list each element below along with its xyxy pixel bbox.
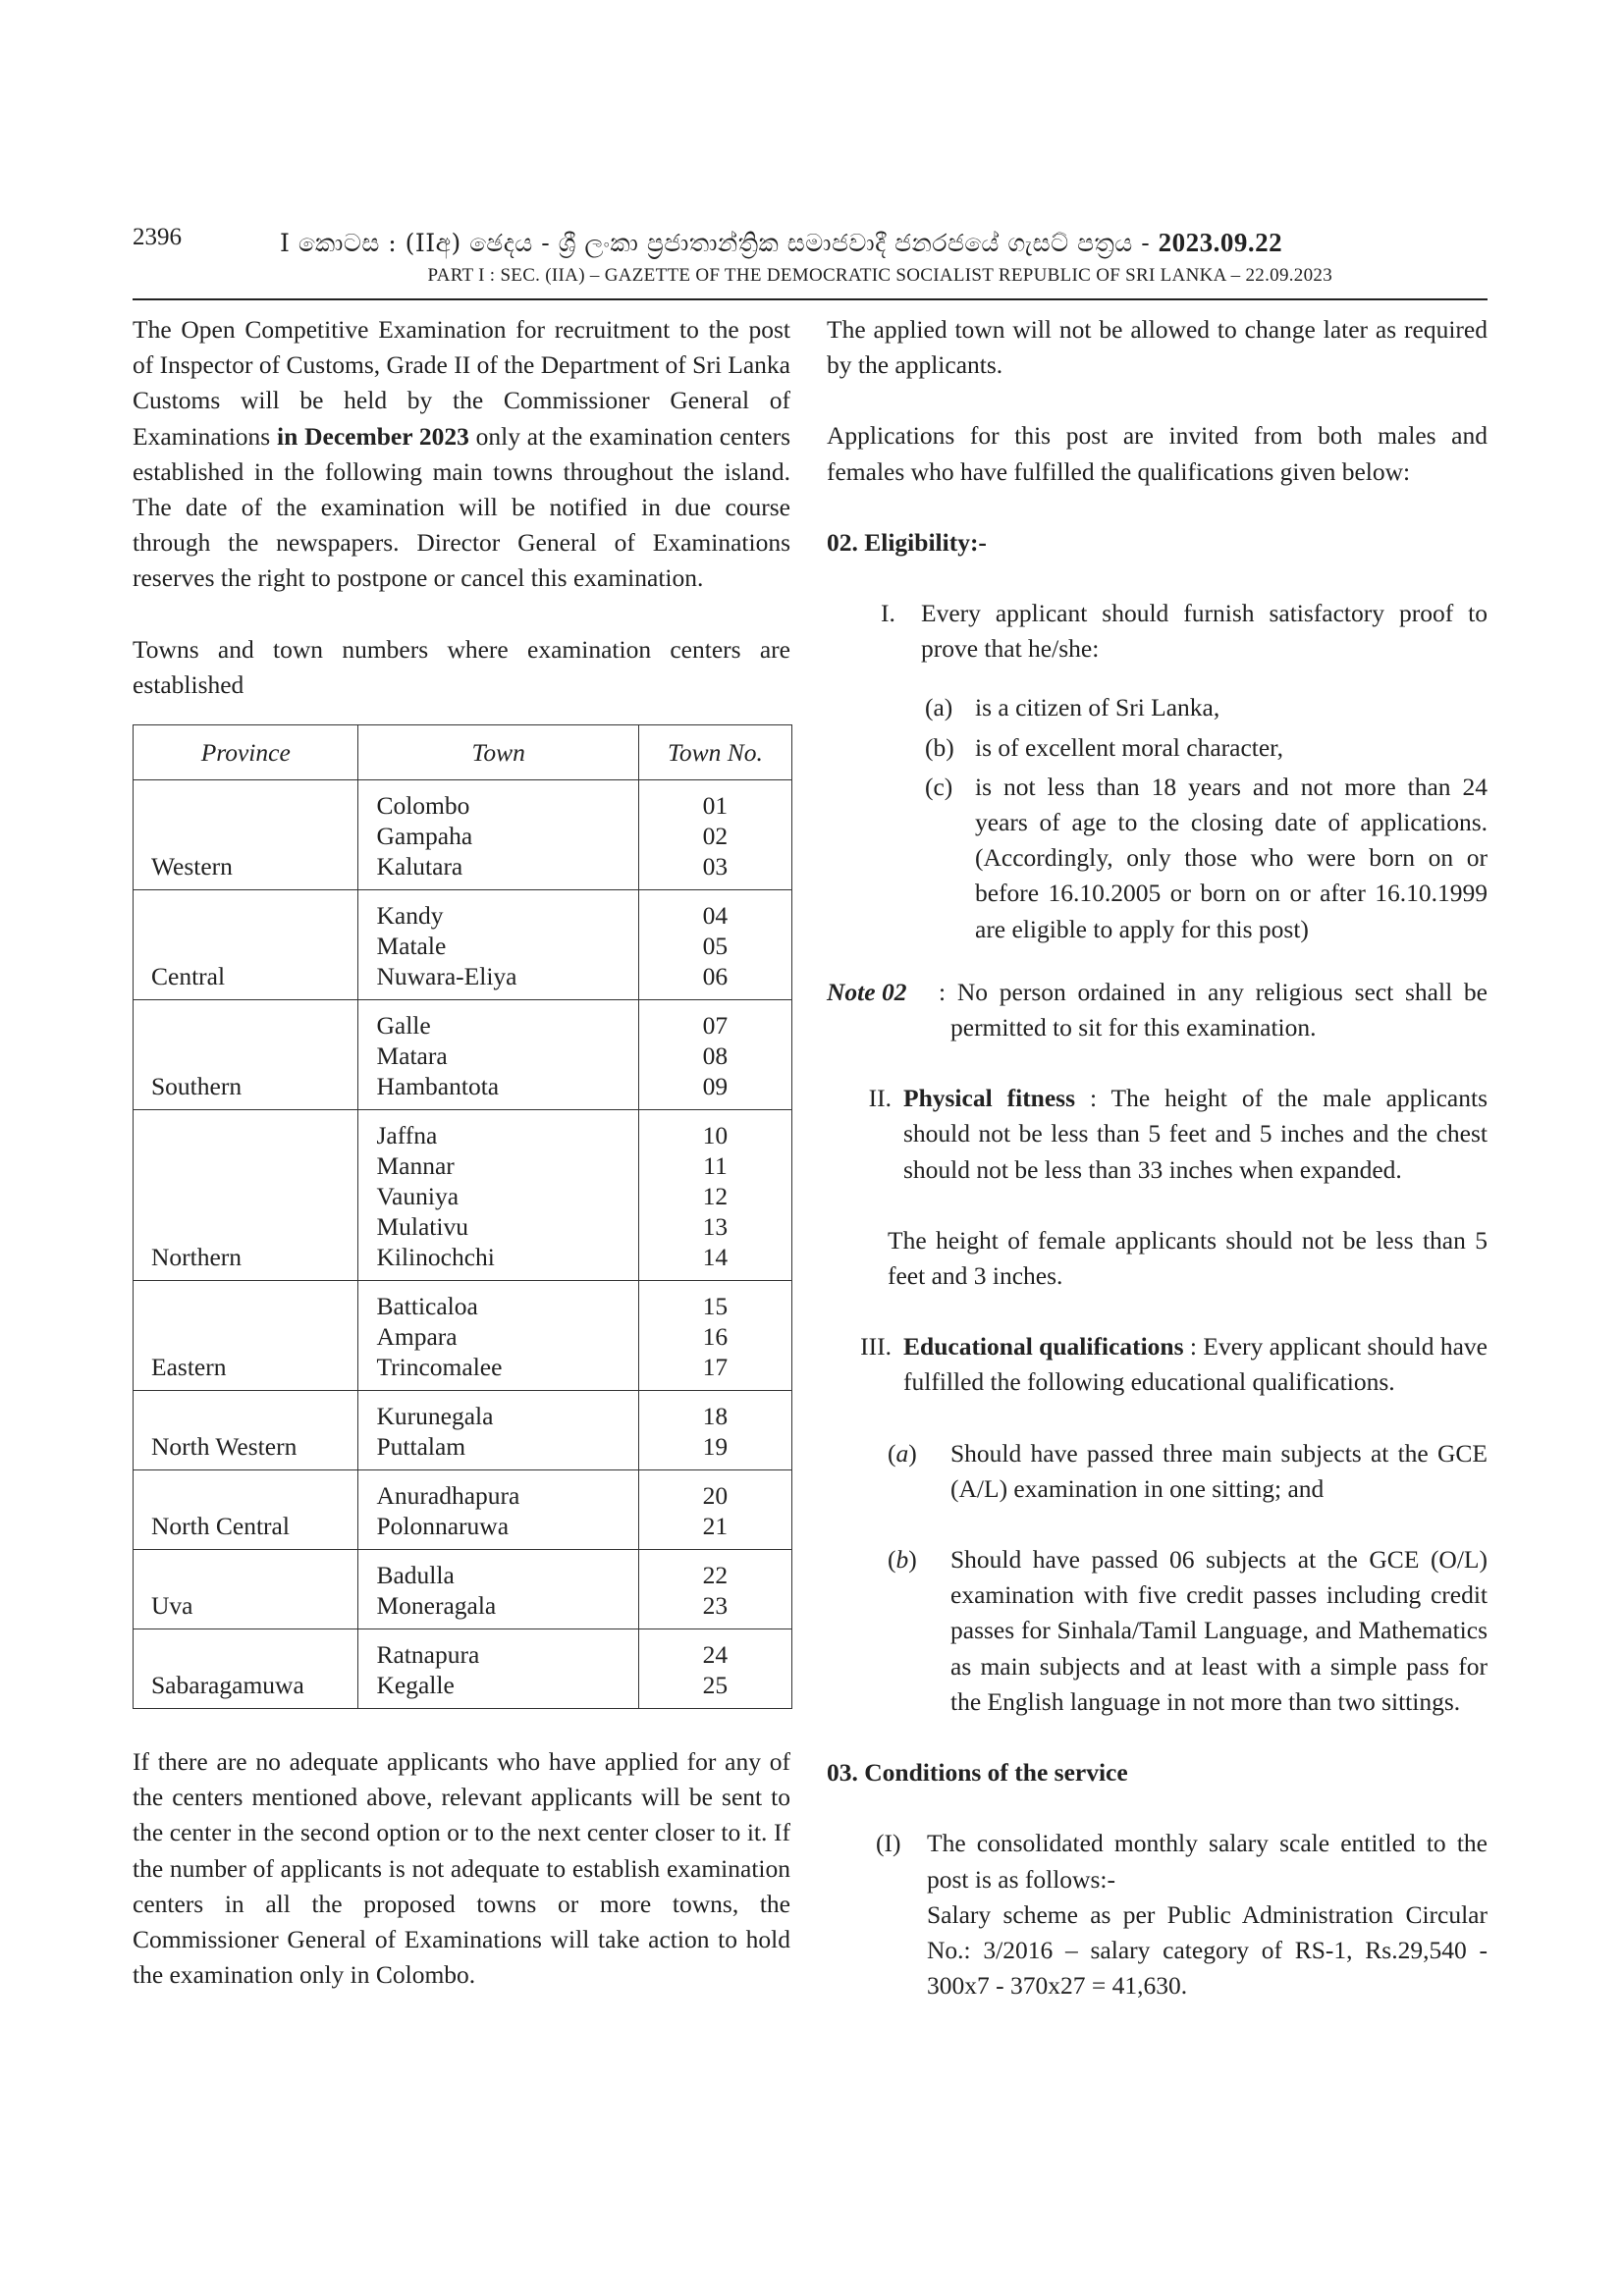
town-name: Hambantota xyxy=(376,1072,500,1101)
town-number: 24 xyxy=(702,1640,729,1670)
town-number: 03 xyxy=(702,852,729,881)
list-item xyxy=(888,1436,1488,1507)
towns-intro: Towns and town numbers where examination centers are established xyxy=(133,634,790,699)
towns-cell xyxy=(358,1391,638,1470)
town-numbers-cell xyxy=(638,1391,791,1470)
table-header-row xyxy=(134,725,792,780)
invite-paragraph: Applications for this post are invited from both males and females who have fulfilled the qualifications given below: xyxy=(827,421,1488,486)
town-number: 11 xyxy=(703,1151,728,1181)
item-text: is of excellent moral character, xyxy=(975,732,1284,762)
item-text xyxy=(903,1081,1488,1188)
town-number: 02 xyxy=(702,822,729,851)
towns-cell xyxy=(358,1110,638,1281)
item-label: III. xyxy=(860,1332,892,1362)
town-name: Moneragala xyxy=(376,1591,497,1621)
note-text: : No person ordained in any religious sect shall be permitted to sit for this examination. xyxy=(939,977,1488,1042)
province-cell: North Central xyxy=(134,1470,358,1550)
town-number: 16 xyxy=(702,1322,729,1352)
table-row xyxy=(134,1470,792,1550)
town-number: 20 xyxy=(702,1481,729,1511)
physical-fitness-title: Physical fitness xyxy=(903,1084,1076,1113)
town-name: Gampaha xyxy=(376,822,473,851)
item-label: (c) xyxy=(925,772,953,801)
town-number: 15 xyxy=(702,1292,729,1321)
town-numbers-cell xyxy=(638,1470,791,1550)
town-number: 25 xyxy=(702,1671,729,1700)
town-name: Kilinochchi xyxy=(376,1243,495,1272)
right-column xyxy=(827,312,1488,2003)
list-item xyxy=(925,690,1488,725)
page-number: 2396 xyxy=(133,224,182,250)
town-name: Kegalle xyxy=(376,1671,455,1700)
item-label: (b) xyxy=(888,1545,917,1575)
town-number: 10 xyxy=(702,1121,729,1150)
town-name: Matara xyxy=(376,1041,448,1071)
town-name: Nuwara-Eliya xyxy=(376,962,517,991)
female-height-paragraph: The height of female applicants should not be less than 5 feet and 3 inches. xyxy=(888,1225,1488,1291)
item-text: is not less than 18 years and not more than 24 years of age to the closing date of applications. (Accordingly, only those who were born on or before 16.10.2005 or born on or after 16.10.1999 are eligible to apply for this post) xyxy=(975,772,1488,943)
list-item xyxy=(925,730,1488,766)
towns-table xyxy=(133,724,792,1709)
eligibility-subitems xyxy=(827,690,1488,946)
town-name: Mannar xyxy=(376,1151,455,1181)
towns-cell xyxy=(358,1629,638,1709)
town-number: 21 xyxy=(702,1512,729,1541)
salary-intro: The consolidated monthly salary scale entitled to the post is as follows:- xyxy=(927,1829,1488,1894)
physical-fitness-item xyxy=(827,1081,1488,1188)
towns-cell xyxy=(358,1470,638,1550)
town-number: 23 xyxy=(702,1591,729,1621)
gazette-header-english: PART I : SEC. (IIA) – GAZETTE OF THE DEMOCRATIC SOCIALIST REPUBLIC OF SRI LANKA – 22.09.2023 xyxy=(427,265,1332,286)
item-letter: b xyxy=(895,1545,909,1575)
town-number: 06 xyxy=(702,962,729,991)
header-province: Province xyxy=(134,725,358,780)
header-town-number: Town No. xyxy=(638,725,791,780)
town-number: 13 xyxy=(702,1212,729,1242)
salary-scheme: Salary scheme as per Public Administration Circular No.: 3/2016 – salary category of RS-1, Rs.29,540 - 300x7 - 370x27 = 41,630. xyxy=(927,1899,1488,2001)
town-number: 04 xyxy=(702,901,729,931)
item-text: Should have passed 06 subjects at the GCE (O/L) examination with five credit passes including credit passes for Sinhala/Tamil Language, and Mathematics as main subjects and at least with a simple pass for the English language in not more than two sittings. xyxy=(950,1545,1488,1716)
item-label: (a) xyxy=(888,1438,917,1468)
item-text: Should have passed three main subjects at the GCE (A/L) examination in one sitting; and xyxy=(950,1438,1488,1503)
town-name: Batticaloa xyxy=(376,1292,478,1321)
town-numbers-cell xyxy=(638,1000,791,1110)
town-numbers-cell xyxy=(638,890,791,1000)
town-numbers-cell xyxy=(638,1629,791,1709)
province-cell: North Western xyxy=(134,1391,358,1470)
towns-table-body xyxy=(134,780,792,1709)
gazette-header-sinhala xyxy=(280,228,1350,258)
towns-cell xyxy=(358,1281,638,1391)
town-name: Kurunegala xyxy=(376,1402,494,1431)
item-label: (a) xyxy=(925,693,953,722)
town-name: Ratnapura xyxy=(376,1640,480,1670)
table-row xyxy=(134,780,792,890)
item-label: (I) xyxy=(876,1829,901,1858)
header-town: Town xyxy=(358,725,638,780)
town-name: Jaffna xyxy=(376,1121,438,1150)
table-row xyxy=(134,1550,792,1629)
province-cell: Central xyxy=(134,890,358,1000)
town-name: Polonnaruwa xyxy=(376,1512,510,1541)
town-number: 17 xyxy=(702,1353,729,1382)
town-number: 09 xyxy=(702,1072,729,1101)
town-name: Vauniya xyxy=(376,1182,460,1211)
province-cell: Uva xyxy=(134,1550,358,1629)
note-02 xyxy=(827,975,1488,1045)
item-letter: a xyxy=(895,1438,909,1468)
town-name: Trincomalee xyxy=(376,1353,503,1382)
town-number: 01 xyxy=(702,791,729,821)
note-label xyxy=(827,975,939,1045)
table-row xyxy=(134,890,792,1000)
gazette-date-sinhala: 2023.09.22 xyxy=(1158,228,1283,257)
item-label: (b) xyxy=(925,732,954,762)
education-text: : Every applicant should have fulfilled the following educational qualifications. xyxy=(903,1332,1488,1397)
item-label: I. xyxy=(881,599,895,628)
intro-exam-date: in December 2023 xyxy=(277,421,469,451)
education-item xyxy=(827,1329,1488,1400)
town-numbers-cell xyxy=(638,1550,791,1629)
education-title: Educational qualifications xyxy=(903,1332,1184,1362)
conditions-heading: 03. Conditions of the service xyxy=(827,1758,1128,1788)
town-name: Colombo xyxy=(376,791,470,821)
town-numbers-cell xyxy=(638,1110,791,1281)
table-row xyxy=(134,1391,792,1470)
closing-paragraph: If there are no adequate applicants who have applied for any of the centers mentioned above, relevant applicants will be sent to the center in the second option or to the next center closer to it. If the number of applicants is not adequate to establish examination centers in all the proposed towns or more towns, the Commissioner General of Examinations will take action to hold the examination only in Colombo. xyxy=(133,1747,790,1990)
item-text: Every applicant should furnish satisfactory proof to prove that he/she: xyxy=(921,599,1488,664)
province-cell: Northern xyxy=(134,1110,358,1281)
province-cell: Western xyxy=(134,780,358,890)
intro-text-after: only at the examination centers established in the following main towns throughout the island. The date of the examination will be notified in due course through the newspapers. Director General of Examinations reserves the right to postpone or cancel this examination. xyxy=(133,421,790,593)
town-number: 07 xyxy=(702,1011,729,1041)
note-label-text: Note 02 xyxy=(827,977,907,1006)
town-name: Matale xyxy=(376,932,447,961)
table-row xyxy=(134,1629,792,1709)
education-subitems xyxy=(827,1436,1488,1720)
town-name: Badulla xyxy=(376,1561,455,1590)
list-item xyxy=(888,1542,1488,1720)
table-row xyxy=(134,1000,792,1110)
towns-cell xyxy=(358,780,638,890)
item-text: is a citizen of Sri Lanka, xyxy=(975,693,1220,722)
town-name: Mulativu xyxy=(376,1212,468,1242)
town-number: 08 xyxy=(702,1041,729,1071)
town-name: Kalutara xyxy=(376,852,463,881)
eligibility-heading: 02. Eligibility:- xyxy=(827,527,987,557)
intro-text-before: The Open Competitive Examination for recruitment to the post of Inspector of Customs, Grade II of the Department of Sri Lanka Customs will be held by the Commissioner General of Examinations xyxy=(133,315,790,451)
eligibility-item-I xyxy=(827,596,1488,667)
intro-paragraph xyxy=(133,312,790,597)
town-name: Galle xyxy=(376,1011,431,1041)
towns-cell xyxy=(358,890,638,1000)
province-cell: Sabaragamuwa xyxy=(134,1629,358,1709)
table-row xyxy=(134,1281,792,1391)
town-number: 14 xyxy=(702,1243,729,1272)
list-item xyxy=(925,770,1488,947)
province-cell: Eastern xyxy=(134,1281,358,1391)
town-numbers-cell xyxy=(638,780,791,890)
town-number: 05 xyxy=(702,932,729,961)
physical-fitness-text: : The height of the male applicants should not be less than 5 feet and 5 inches and the chest should not be less than 33 inches when expanded. xyxy=(903,1084,1488,1184)
item-text xyxy=(927,1826,1488,2003)
province-cell: Southern xyxy=(134,1000,358,1110)
town-number: 22 xyxy=(702,1561,729,1590)
town-number: 18 xyxy=(702,1402,729,1431)
towns-cell xyxy=(358,1000,638,1110)
town-number: 12 xyxy=(702,1182,729,1211)
gazette-title-sinhala: I කොටස : (IIඅ) ඡෙදය - ශ්‍රී ලංකා ප්‍රජාතාන්ත්‍රික සමාජවාදී ජනරජයේ ගැසට් පත්‍රය - xyxy=(280,229,1151,257)
town-name: Anuradhapura xyxy=(376,1481,520,1511)
towns-cell xyxy=(358,1550,638,1629)
left-column xyxy=(133,312,790,1993)
item-text xyxy=(903,1329,1488,1400)
town-numbers-cell xyxy=(638,1281,791,1391)
item-label: II. xyxy=(868,1084,892,1113)
town-change-paragraph: The applied town will not be allowed to change later as required by the applicants. xyxy=(827,315,1488,380)
header-divider xyxy=(133,298,1488,300)
table-row xyxy=(134,1110,792,1281)
town-name: Ampara xyxy=(376,1322,458,1352)
town-name: Puttalam xyxy=(376,1432,466,1462)
conditions-item-I xyxy=(827,1826,1488,2003)
town-number: 19 xyxy=(702,1432,729,1462)
town-name: Kandy xyxy=(376,901,444,931)
